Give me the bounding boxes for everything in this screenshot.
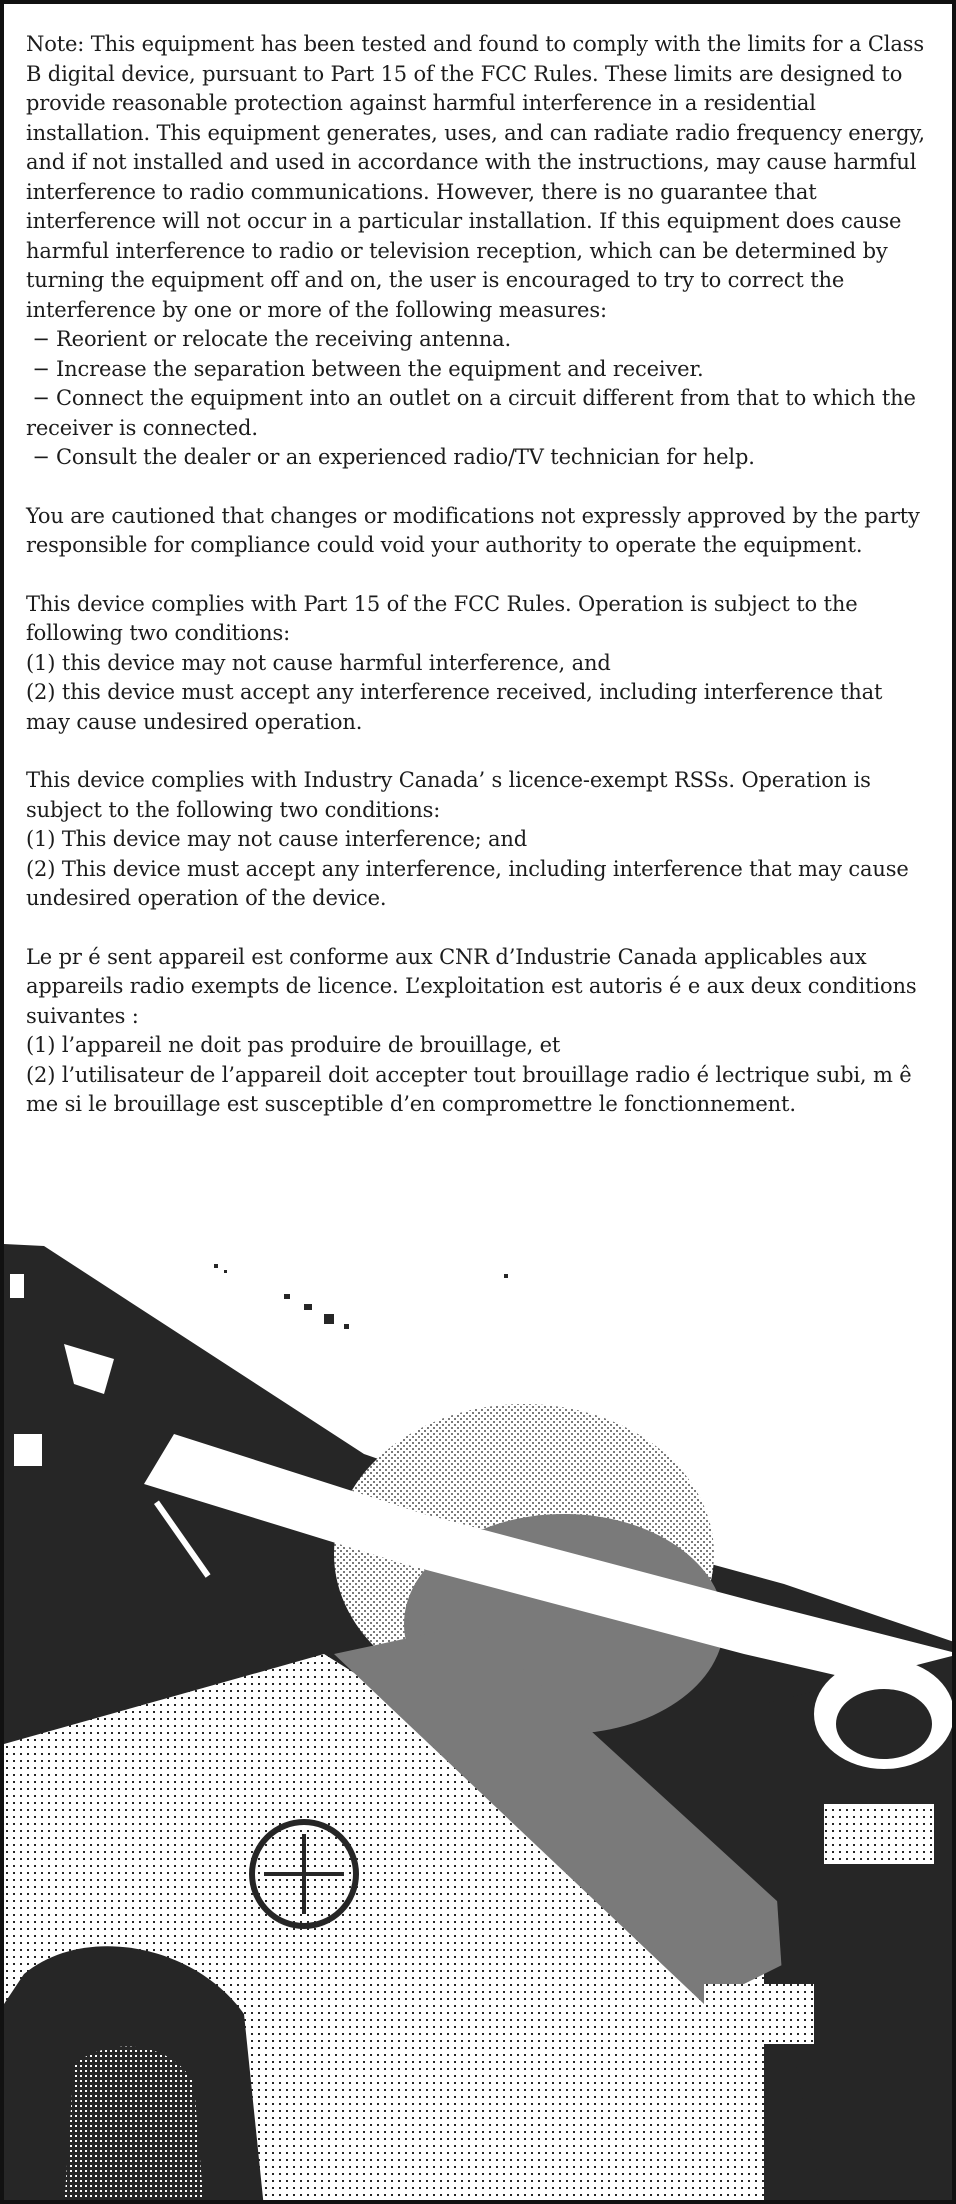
dash-glyph: −	[32, 445, 50, 469]
ic-condition: (1) This device may not cause interference; and	[26, 827, 528, 851]
fcc-note-paragraph: Note: This equipment has been tested and found to comply with the limits for a Class B digital device, pursuant to Part 15 of the FCC Rules. These limits are designed to provide reasonable protection against harmful interference in a residential installation. This equipment generates, uses, and can radiate radio frequency energy, and if not installed and used in accordance with the instructions, may cause harmful interference to radio communications. However, there is no guarantee that interference will not occur in a particular installation. If this equipment does cause harmful interference to radio or television reception, which can be determined by turning the equipment off and on, the user is encouraged to try to correct the interference by one or more of the following measures:	[26, 32, 925, 322]
french-intro: Le pr é sent appareil est conforme aux CNR d’Industrie Canada applicables aux appareils radio exempts de licence. L’exploitation est autoris é e aux deux conditions suivantes :	[26, 944, 917, 1028]
ic-condition: (2) This device must accept any interference, including interference that may cause undesired operation of the device.	[26, 856, 909, 910]
paragraph-spacer	[26, 737, 926, 766]
dash-glyph: −	[32, 327, 50, 351]
halftone-photo-image	[4, 1184, 956, 2204]
measure-text: Connect the equipment into an outlet on a circuit different from that to which the receiver is connected.	[26, 386, 916, 440]
dash-glyph: −	[32, 356, 50, 381]
fcc-condition: (1) this device may not cause harmful interference, and	[26, 650, 611, 675]
paragraph-spacer	[26, 561, 926, 590]
caution-paragraph: You are cautioned that changes or modifications not expressly approved by the party responsible for compliance could void your authority to operate the equipment.	[26, 503, 920, 557]
measure-item	[26, 355, 926, 385]
fcc-part15-intro: This device complies with Part 15 of the FCC Rules. Operation is subject to the following two conditions:	[26, 591, 858, 645]
measure-item	[26, 443, 926, 473]
compliance-text	[26, 30, 926, 1120]
decorative-photo	[4, 1184, 956, 2204]
dash-glyph: −	[32, 386, 50, 410]
fcc-condition: (2) this device must accept any interference received, including interference that may cause undesired operation.	[26, 680, 883, 734]
paragraph-spacer	[26, 473, 926, 502]
french-condition: (1) l’appareil ne doit pas produire de brouillage, et	[26, 1033, 561, 1057]
measure-text: Consult the dealer or an experienced radio/TV technician for help.	[56, 445, 755, 469]
paragraph-spacer	[26, 914, 926, 943]
measure-text: Reorient or relocate the receiving antenna.	[56, 327, 512, 351]
measure-text: Increase the separation between the equipment and receiver.	[56, 356, 704, 381]
measure-item	[26, 384, 926, 443]
french-condition: (2) l’utilisateur de l’appareil doit accepter tout brouillage radio é lectrique subi, m ê me si le brouillage est susceptible d’en compromettre le fonctionnement.	[26, 1062, 912, 1116]
ic-intro: This device complies with Industry Canada’ s licence-exempt RSSs. Operation is subject to the following two conditions:	[26, 768, 871, 822]
measure-item	[26, 325, 926, 355]
